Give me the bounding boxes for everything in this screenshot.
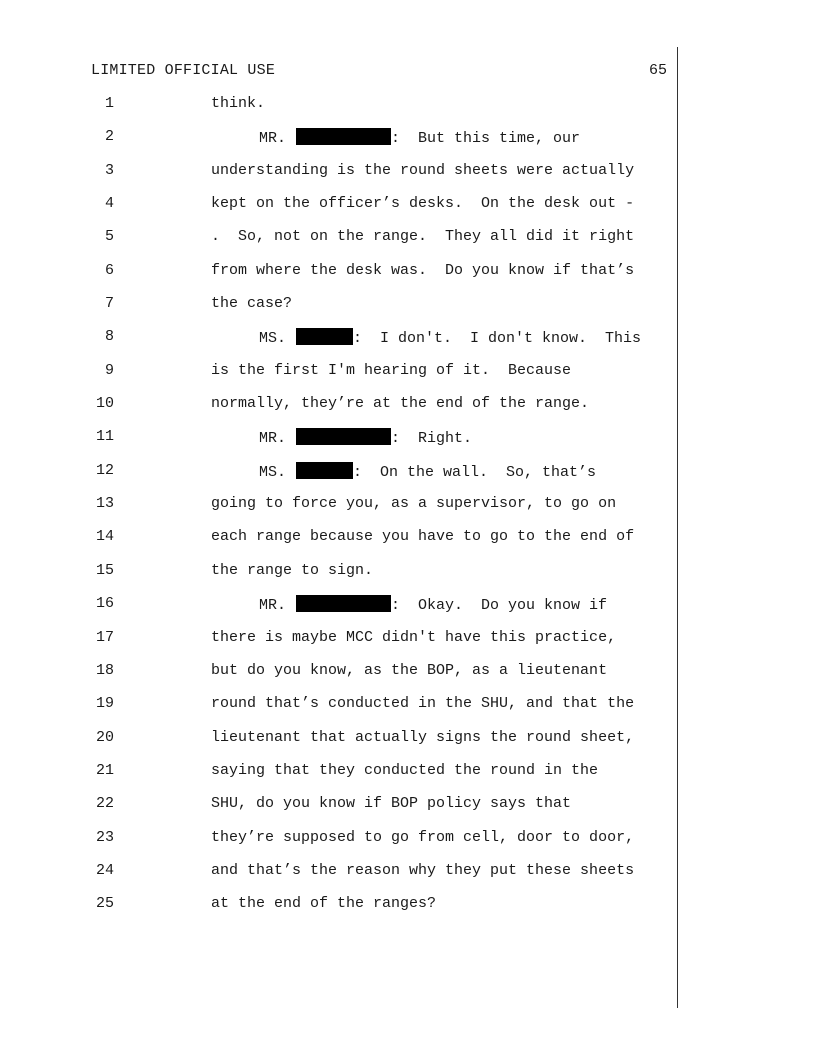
transcript-line <box>0 595 816 628</box>
speaker-line <box>259 428 472 447</box>
transcript-line <box>0 395 816 428</box>
line-text: understanding is the round sheets were actually <box>211 161 635 179</box>
redaction-block <box>296 595 391 612</box>
line-number: 11 <box>95 428 114 446</box>
line-number: 5 <box>104 228 114 246</box>
line-text: each range because you have to go to the end of <box>211 528 635 546</box>
line-number: 3 <box>104 161 114 179</box>
speaker-text: : But this time, our <box>391 130 581 148</box>
line-text: at the end of the ranges? <box>211 895 437 913</box>
transcript-line <box>0 328 816 361</box>
transcript-line <box>0 895 816 928</box>
line-text: they’re supposed to go from cell, door to door, <box>211 828 635 846</box>
transcript-line <box>0 362 816 395</box>
speaker-line <box>259 128 580 147</box>
transcript-line <box>0 829 816 862</box>
speaker-text: : I don't. I don't know. This <box>353 330 642 348</box>
line-number: 8 <box>104 328 114 346</box>
line-number: 13 <box>95 495 114 513</box>
transcript-line <box>0 128 816 161</box>
line-text: the range to sign. <box>211 561 374 579</box>
speaker-label: MR. <box>259 430 287 448</box>
line-text: but do you know, as the BOP, as a lieutenant <box>211 661 608 679</box>
transcript-line <box>0 795 816 828</box>
transcript-line <box>0 428 816 461</box>
line-number: 25 <box>95 895 114 913</box>
speaker-label: MS. <box>259 330 287 348</box>
line-number: 17 <box>95 628 114 646</box>
speaker-line <box>259 328 641 347</box>
line-text: and that’s the reason why they put these sheets <box>211 861 635 879</box>
line-number: 16 <box>95 595 114 613</box>
line-number: 20 <box>95 728 114 746</box>
transcript-line <box>0 762 816 795</box>
line-text: going to force you, as a supervisor, to go on <box>211 495 617 513</box>
line-number: 14 <box>95 528 114 546</box>
transcript-line <box>0 262 816 295</box>
speaker-line <box>259 462 596 481</box>
transcript-line <box>0 295 816 328</box>
line-number: 10 <box>95 395 114 413</box>
transcript-body <box>0 95 816 929</box>
transcript-line <box>0 228 816 261</box>
transcript-line <box>0 695 816 728</box>
transcript-line <box>0 862 816 895</box>
transcript-line <box>0 162 816 195</box>
transcript-line <box>0 662 816 695</box>
line-number: 23 <box>95 828 114 846</box>
line-number: 4 <box>104 195 114 213</box>
line-text: the case? <box>211 295 293 313</box>
speaker-line <box>259 595 607 614</box>
line-text: there is maybe MCC didn't have this practice, <box>211 628 617 646</box>
transcript-line <box>0 95 816 128</box>
line-number: 12 <box>95 461 114 479</box>
transcript-line <box>0 195 816 228</box>
line-number: 22 <box>95 795 114 813</box>
redaction-block <box>296 428 391 445</box>
line-number: 9 <box>104 361 114 379</box>
line-number: 1 <box>104 95 114 112</box>
speaker-text: : Okay. Do you know if <box>391 597 608 615</box>
line-number: 24 <box>95 861 114 879</box>
line-text: kept on the officer’s desks. On the desk out - <box>211 195 635 213</box>
line-number: 2 <box>104 128 114 146</box>
line-text: from where the desk was. Do you know if that’s <box>211 261 635 279</box>
speaker-label: MS. <box>259 463 287 481</box>
line-number: 15 <box>95 561 114 579</box>
line-text: is the first I'm hearing of it. Because <box>211 361 572 379</box>
transcript-line <box>0 528 816 561</box>
speaker-label: MR. <box>259 130 287 148</box>
line-number: 6 <box>104 261 114 279</box>
line-number: 7 <box>104 295 114 313</box>
line-number: 19 <box>95 695 114 713</box>
speaker-text: : On the wall. So, that’s <box>353 463 597 481</box>
transcript-line <box>0 562 816 595</box>
speaker-label: MR. <box>259 597 287 615</box>
line-text: . So, not on the range. They all did it right <box>211 228 635 246</box>
line-text: round that’s conducted in the SHU, and that the <box>211 695 635 713</box>
line-text: SHU, do you know if BOP policy says that <box>211 795 572 813</box>
redaction-block <box>296 128 391 145</box>
speaker-text: : Right. <box>391 430 473 448</box>
line-number: 21 <box>95 761 114 779</box>
transcript-line <box>0 729 816 762</box>
transcript-line <box>0 495 816 528</box>
line-text: normally, they’re at the end of the range. <box>211 395 590 413</box>
line-text: lieutenant that actually signs the round sheet, <box>211 728 635 746</box>
line-number: 18 <box>95 661 114 679</box>
redaction-block <box>296 328 353 345</box>
line-text: think. <box>211 95 266 112</box>
transcript-line <box>0 462 816 495</box>
line-text: saying that they conducted the round in the <box>211 761 599 779</box>
page-number: 65 <box>648 62 667 79</box>
classification-header: LIMITED OFFICIAL USE <box>91 62 276 79</box>
transcript-line <box>0 629 816 662</box>
redaction-block <box>296 462 353 479</box>
